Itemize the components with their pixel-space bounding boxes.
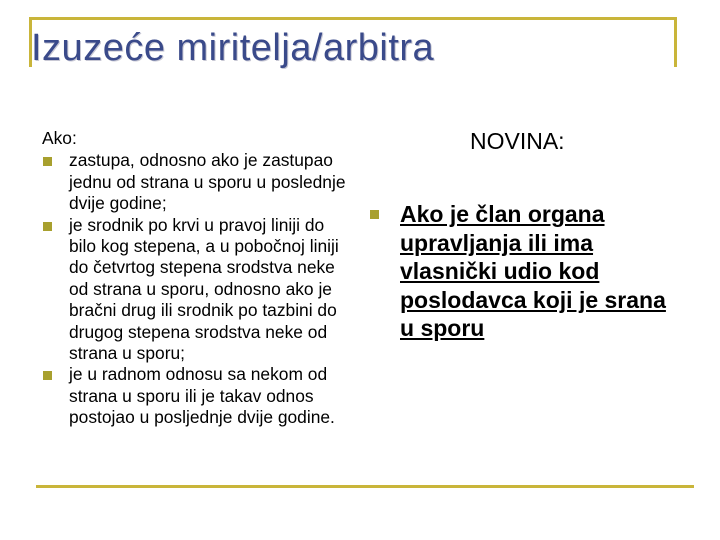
list-item (42, 364, 354, 428)
list-item (42, 150, 354, 214)
list-item-text: zastupa, odnosno ako je zastupao jednu od strana u sporu u poslednje dvije godine; (69, 150, 346, 214)
list-item (42, 215, 354, 365)
frame-top-rule (29, 17, 677, 20)
left-intro: Ako: (42, 128, 77, 148)
frame-right-rule (674, 17, 677, 67)
right-column (370, 200, 670, 343)
right-bullet-list (370, 200, 670, 343)
list-item-text: je u radnom odnosu sa nekom od strana u sporu ili je takav odnos postojao u posljednje dvije godine. (69, 364, 335, 428)
right-heading: NOVINA: (470, 128, 565, 154)
square-bullet-icon (43, 371, 52, 380)
square-bullet-icon (43, 157, 52, 166)
frame-bottom-rule (36, 485, 694, 488)
square-bullet-icon (43, 222, 52, 231)
list-item-text: Ako je član organa upravljanja ili ima vlasnički udio kod poslodavca koji je srana u sporu (400, 201, 666, 341)
list-item-text: je srodnik po krvi u pravoj liniji do bilo kog stepena, a u pobočnoj liniji do četvrtog stepena srodstva neke od strana u sporu, odnosno ako je bračni drug ili srodnik po tazbini do drugog stepena srodstva neke od strana u sporu; (69, 214, 339, 364)
slide-title: Izuzeće miritelja/arbitra (31, 27, 435, 69)
square-bullet-icon (370, 210, 379, 219)
left-bullet-list (42, 150, 354, 428)
list-item (370, 200, 670, 343)
left-column (42, 128, 354, 429)
